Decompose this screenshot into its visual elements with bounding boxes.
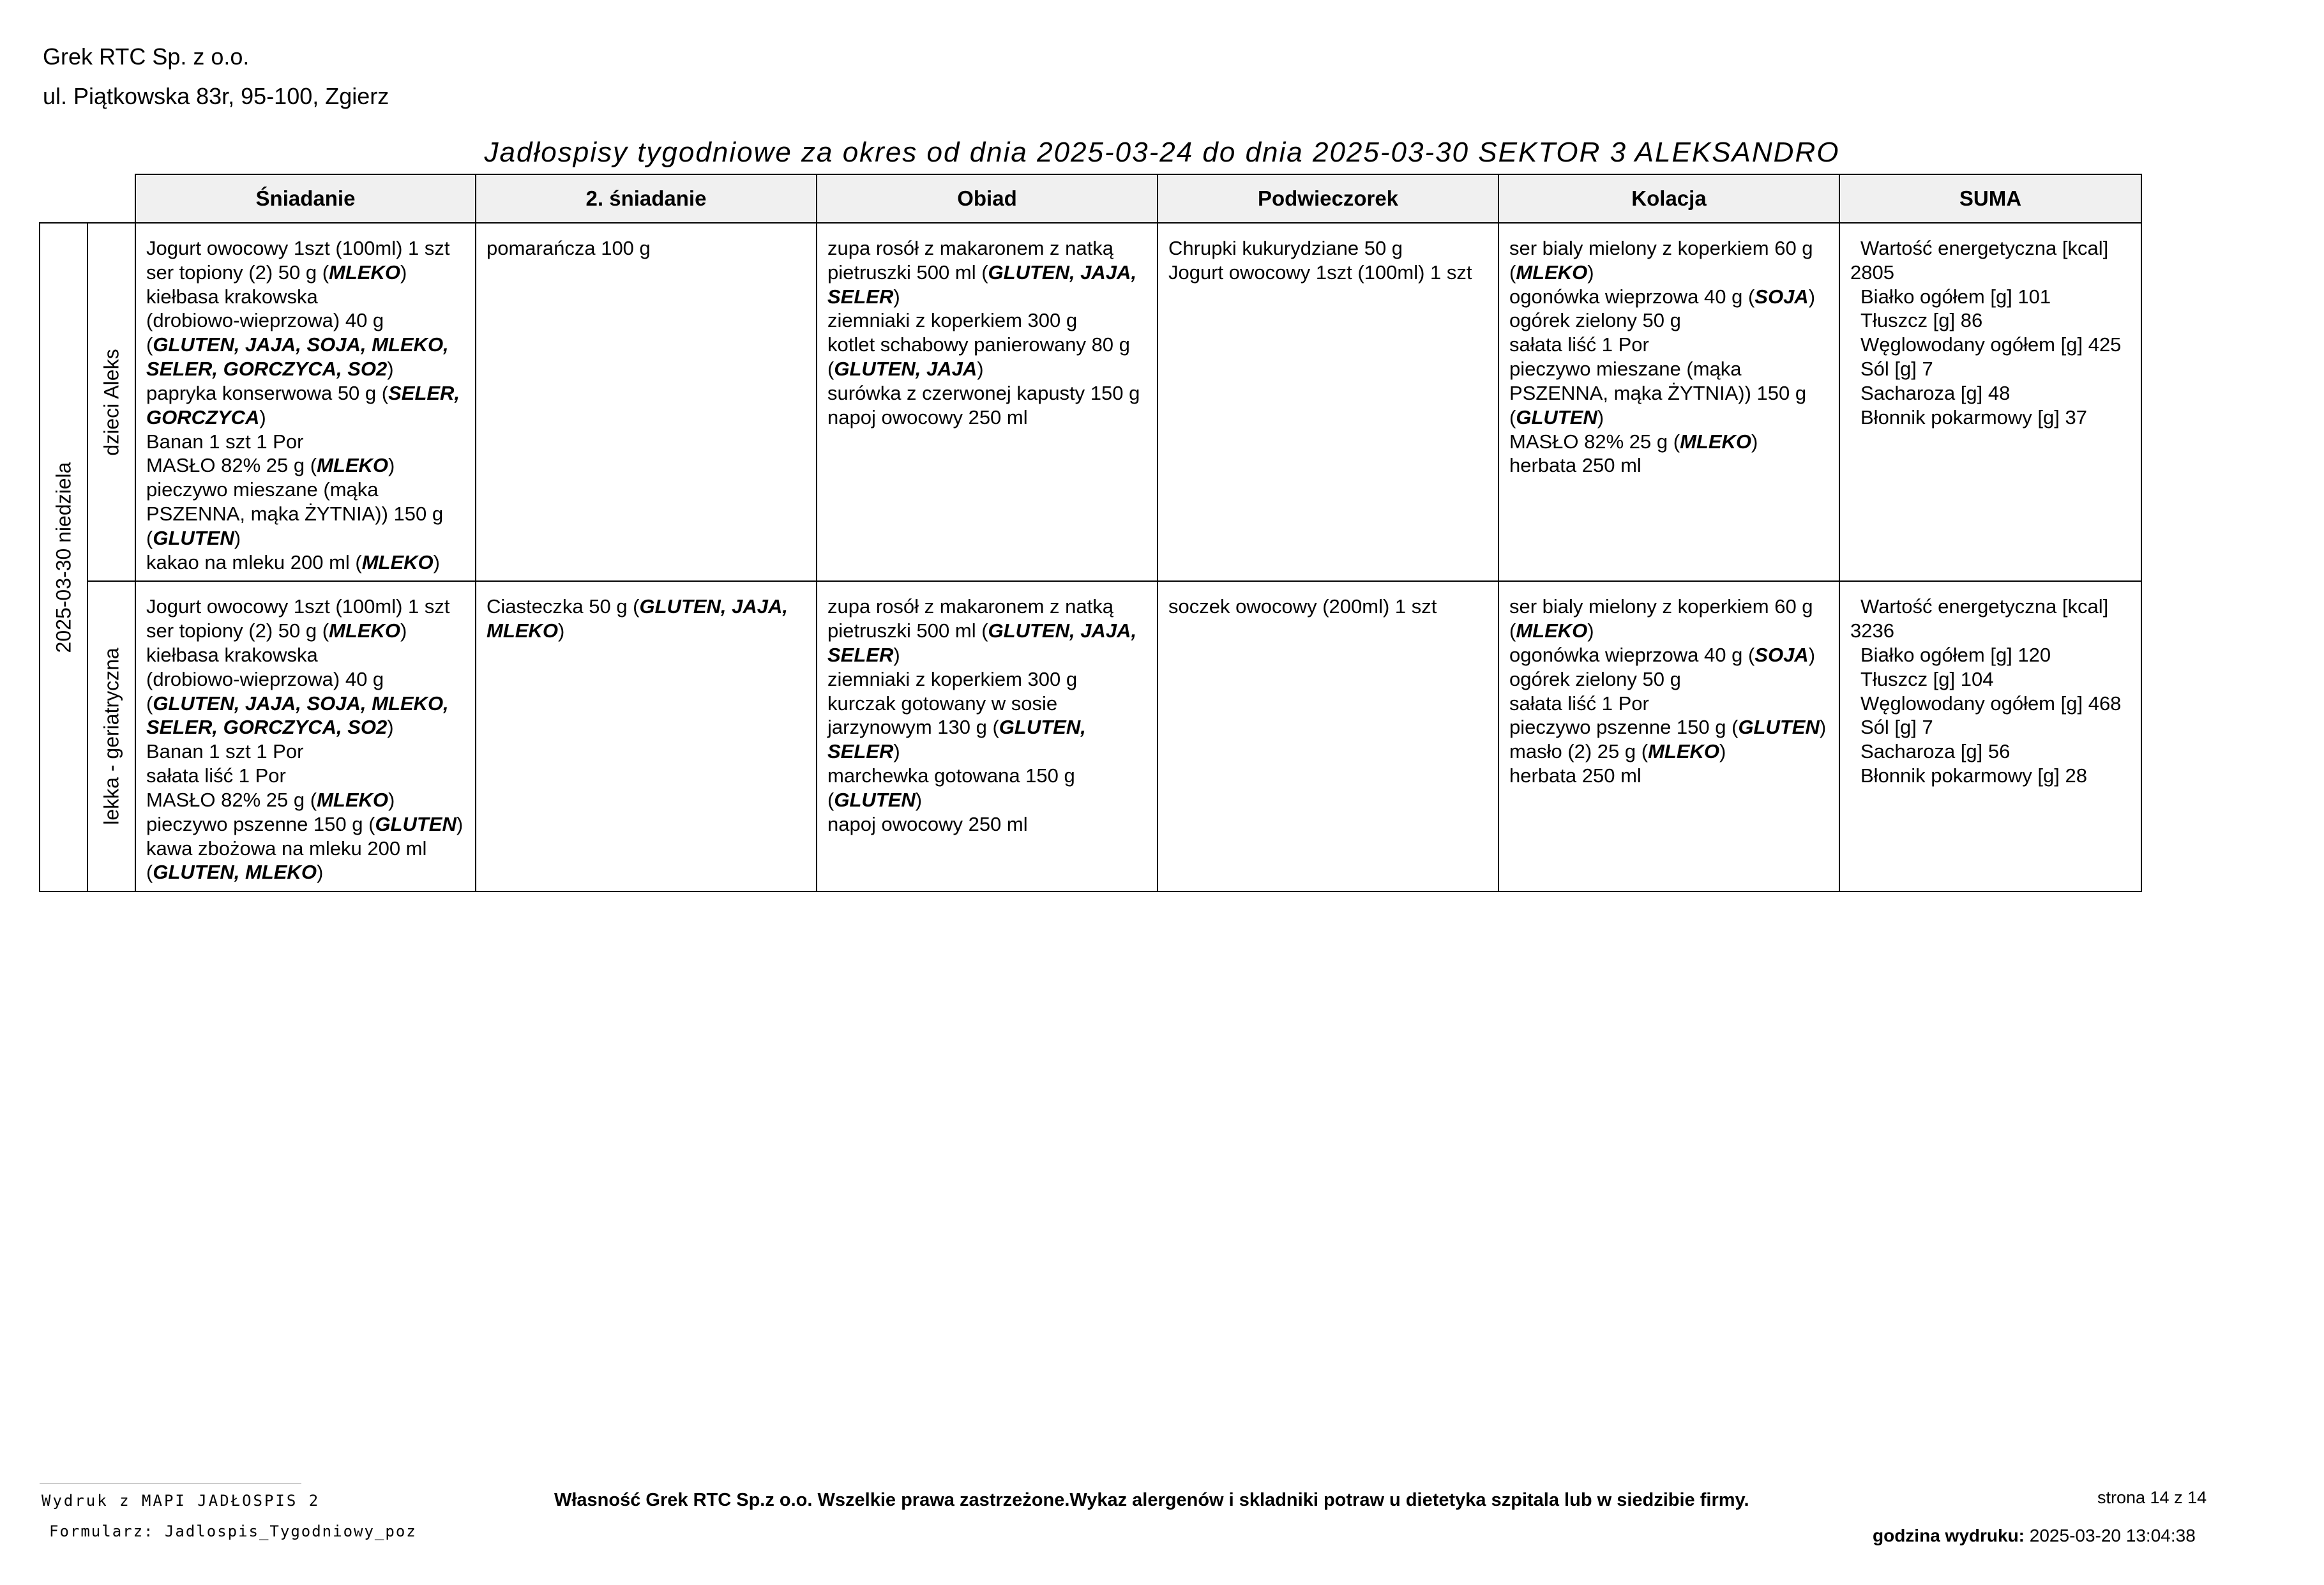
nutrition-line: Błonnik pokarmowy [g] 37 xyxy=(1860,406,2087,428)
item-text: ) xyxy=(234,526,241,549)
item-text: ( xyxy=(1509,619,1516,642)
allergen-text: GLUTEN xyxy=(1516,406,1597,428)
item-text: pieczywo mieszane (mąka xyxy=(146,478,379,501)
item-text: sałata liść 1 Por xyxy=(1509,692,1649,715)
item-text: ziemniaki z koperkiem 300 g xyxy=(827,309,1078,332)
meal-cell-podwieczorek xyxy=(1158,581,1498,891)
menu-item-line xyxy=(827,406,1148,430)
menu-item-line xyxy=(827,643,1148,667)
item-text: napoj owocowy 250 ml xyxy=(827,812,1028,835)
menu-item-line xyxy=(487,619,807,643)
item-text: ) xyxy=(1719,740,1726,763)
menu-item-line xyxy=(1168,595,1489,619)
item-text: sałata liść 1 Por xyxy=(1509,333,1649,356)
allergen-text: SOJA xyxy=(1754,644,1809,666)
menu-item-line xyxy=(827,739,1148,764)
item-text: ( xyxy=(146,692,153,715)
item-text: Jogurt owocowy 1szt (100ml) 1 szt xyxy=(146,237,450,259)
menu-item-line xyxy=(1168,236,1489,261)
company-name: Grek RTC Sp. z o.o. xyxy=(43,43,250,70)
menu-item-line xyxy=(1509,261,1830,285)
allergen-text: SELER, GORCZYCA, SO2 xyxy=(146,358,388,381)
allergen-text: MLEKO xyxy=(1680,430,1752,453)
item-text: Jogurt owocowy 1szt (100ml) 1 szt xyxy=(146,595,450,618)
menu-item-line xyxy=(827,667,1148,692)
menu-item-line xyxy=(1509,619,1830,643)
item-text: ) xyxy=(388,454,395,477)
item-text: ) xyxy=(387,716,394,739)
item-text: ) xyxy=(259,406,266,428)
nutrition-line: 3236 xyxy=(1850,619,1894,642)
col-header-podwieczorek: Podwieczorek xyxy=(1158,174,1498,223)
nutrition-line: Białko ogółem [g] 101 xyxy=(1860,285,2051,308)
item-text: Ciasteczka 50 g ( xyxy=(487,595,640,618)
item-text: sałata liść 1 Por xyxy=(146,764,286,787)
item-text: ziemniaki z koperkiem 300 g xyxy=(827,667,1078,690)
item-text: ) xyxy=(1808,644,1816,666)
meal-cell-drugie-sniadanie xyxy=(476,581,817,891)
menu-item-line xyxy=(1509,406,1830,430)
item-text: ( xyxy=(1509,406,1516,428)
table-row xyxy=(40,223,2141,581)
menu-item-line xyxy=(146,261,466,285)
menu-item-line xyxy=(146,308,466,333)
item-text: pietruszki 500 ml ( xyxy=(827,619,988,642)
item-text: ) xyxy=(1597,406,1604,428)
item-text: ) xyxy=(1587,619,1594,642)
nutrition-line: Sacharoza [g] 48 xyxy=(1860,381,2011,404)
nutrition-line: Błonnik pokarmowy [g] 28 xyxy=(1860,764,2087,787)
menu-item-line xyxy=(146,619,466,643)
item-text: ) xyxy=(1819,716,1827,739)
nutrition-line: 2805 xyxy=(1850,261,1894,284)
menu-item-line xyxy=(827,357,1148,381)
allergen-text: MLEKO xyxy=(317,788,389,811)
item-text: ) xyxy=(893,285,900,308)
menu-item-line xyxy=(146,357,466,381)
allergen-text: MLEKO xyxy=(487,619,558,642)
item-text: kiełbasa krakowska xyxy=(146,285,318,308)
allergen-text: GLUTEN xyxy=(834,788,916,811)
nutrition-line: Sól [g] 7 xyxy=(1860,716,1933,739)
item-text: ) xyxy=(316,861,324,884)
allergen-text: GLUTEN, JAJA, xyxy=(988,261,1137,284)
nutrition-line: Węglowodany ogółem [g] 425 xyxy=(1860,333,2122,356)
item-text: ogonówka wieprzowa 40 g ( xyxy=(1509,644,1755,666)
menu-item-line xyxy=(146,595,466,619)
print-timestamp xyxy=(1873,1526,2196,1546)
item-text: ) xyxy=(557,619,565,642)
diet-cell xyxy=(87,223,135,581)
menu-item-line xyxy=(827,333,1148,357)
item-text: ) xyxy=(387,358,394,381)
item-text: ( xyxy=(146,526,153,549)
menu-item-line xyxy=(146,667,466,692)
menu-item-line xyxy=(146,285,466,309)
menu-item-line xyxy=(827,788,1148,812)
item-text: MASŁO 82% 25 g ( xyxy=(146,788,317,811)
col-header-kolacja: Kolacja xyxy=(1498,174,1839,223)
item-text: kawa zbożowa na mleku 200 ml xyxy=(146,837,427,860)
day-label: 2025-03-30 niedziela xyxy=(51,462,75,653)
menu-item-line xyxy=(1509,764,1830,788)
menu-item-line xyxy=(1509,453,1830,478)
item-text: ) xyxy=(456,812,464,835)
menu-item-line xyxy=(827,595,1148,619)
item-text: ser bialy mielony z koperkiem 60 g xyxy=(1509,595,1813,618)
menu-item-line xyxy=(827,619,1148,643)
item-text: ) xyxy=(433,550,440,573)
allergen-text: MLEKO xyxy=(1648,740,1720,763)
nutrition-line: Tłuszcz [g] 104 xyxy=(1860,667,1994,690)
meal-cell-sniadanie xyxy=(135,223,476,581)
menu-item-line xyxy=(146,860,466,884)
menu-item-line xyxy=(146,715,466,739)
item-text: ) xyxy=(388,788,395,811)
meal-cell-suma xyxy=(1839,223,2141,581)
menu-item-line xyxy=(487,236,807,261)
allergen-text: MLEKO xyxy=(1516,261,1588,284)
nutrition-line: Sacharoza [g] 56 xyxy=(1860,740,2011,763)
menu-item-line xyxy=(1509,285,1830,309)
menu-item-line xyxy=(146,692,466,716)
menu-item-line xyxy=(827,812,1148,837)
menu-item-line xyxy=(827,715,1148,739)
allergen-text: GLUTEN, xyxy=(999,716,1086,739)
item-text: pieczywo pszenne 150 g ( xyxy=(146,812,375,835)
item-text: ) xyxy=(400,619,407,642)
menu-item-line xyxy=(1509,692,1830,716)
diet-cell xyxy=(87,581,135,891)
menu-item-line xyxy=(487,595,807,619)
item-text: ogórek zielony 50 g xyxy=(1509,309,1681,332)
footer-divider xyxy=(40,1483,301,1484)
item-text: MASŁO 82% 25 g ( xyxy=(1509,430,1680,453)
menu-item-line xyxy=(146,236,466,261)
item-text: jarzynowym 130 g ( xyxy=(827,716,999,739)
item-text: kiełbasa krakowska xyxy=(146,644,318,666)
menu-item-line xyxy=(1509,381,1830,406)
item-text: ) xyxy=(1751,430,1758,453)
item-text: marchewka gotowana 150 g xyxy=(827,764,1075,787)
nutrition-line: Wartość energetyczna [kcal] xyxy=(1860,595,2109,618)
allergen-text: GLUTEN, MLEKO xyxy=(153,861,317,884)
allergen-text: GLUTEN, JAJA, SOJA, MLEKO, xyxy=(153,692,449,715)
allergen-text: MLEKO xyxy=(329,261,400,284)
item-text: pietruszki 500 ml ( xyxy=(827,261,988,284)
nutrition-line: Sól [g] 7 xyxy=(1860,358,1933,381)
menu-item-line xyxy=(146,550,466,575)
meal-cell-suma xyxy=(1839,581,2141,891)
report-title: Jadłospisy tygodniowe za okres od dnia 2025-03-24 do dnia 2025-03-30 SEKTOR 3 ALEKSANDRO xyxy=(484,137,1840,168)
day-cell xyxy=(40,223,87,891)
item-text: pomarańcza 100 g xyxy=(487,237,651,259)
menu-item-line xyxy=(1509,236,1830,261)
menu-item-line xyxy=(1509,667,1830,692)
menu-item-line xyxy=(1509,595,1830,619)
menu-item-line xyxy=(1509,643,1830,667)
col-header-sniadanie: Śniadanie xyxy=(135,174,476,223)
item-text: ) xyxy=(893,644,900,666)
item-text: (drobiowo-wieprzowa) 40 g xyxy=(146,667,384,690)
menu-item-line xyxy=(1509,333,1830,357)
item-text: ) xyxy=(977,358,984,381)
footer-copyright: Własność Grek RTC Sp.z o.o. Wszelkie prawa zastrzeżone.Wykaz alergenów i skladniki potraw u dietetyka szpitala lub w siedzibie firmy. xyxy=(554,1490,1749,1510)
item-text: ) xyxy=(1587,261,1594,284)
header-row xyxy=(40,174,2141,223)
item-text: zupa rosół z makaronem z natką xyxy=(827,237,1113,259)
allergen-text: GLUTEN, JAJA, xyxy=(639,595,788,618)
print-time-value: 2025-03-20 13:04:38 xyxy=(2029,1526,2196,1545)
item-text: napoj owocowy 250 ml xyxy=(827,406,1028,428)
diet-label: lekka - geriatryczna xyxy=(99,648,123,825)
item-text: ) xyxy=(400,261,407,284)
diet-label: dzieci Aleks xyxy=(99,349,123,456)
item-text: ( xyxy=(827,788,834,811)
menu-item-line xyxy=(827,285,1148,309)
nutrition-line: Tłuszcz [g] 86 xyxy=(1860,309,1983,332)
menu-item-line xyxy=(146,333,466,357)
meal-cell-drugie-sniadanie xyxy=(476,223,817,581)
item-text: ser bialy mielony z koperkiem 60 g xyxy=(1509,237,1813,259)
item-text: herbata 250 ml xyxy=(1509,764,1641,787)
allergen-text: SELER, GORCZYCA, SO2 xyxy=(146,716,388,739)
print-time-label: godzina wydruku: xyxy=(1873,1526,2025,1545)
col-header-suma: SUMA xyxy=(1839,174,2141,223)
item-text: Jogurt owocowy 1szt (100ml) 1 szt xyxy=(1168,261,1472,284)
company-address: ul. Piątkowska 83r, 95-100, Zgierz xyxy=(43,83,389,109)
allergen-text: GLUTEN, JAJA, SOJA, MLEKO, xyxy=(153,333,449,356)
menu-item-line xyxy=(827,692,1148,716)
meal-cell-obiad xyxy=(817,223,1158,581)
allergen-text: GLUTEN, JAJA xyxy=(834,358,977,381)
item-text: masło (2) 25 g ( xyxy=(1509,740,1649,763)
menu-item-line xyxy=(827,308,1148,333)
item-text: MASŁO 82% 25 g ( xyxy=(146,454,317,477)
allergen-text: MLEKO xyxy=(1516,619,1588,642)
allergen-text: GLUTEN, JAJA, xyxy=(988,619,1137,642)
allergen-text: SELER, xyxy=(388,381,460,404)
item-text: Chrupki kukurydziane 50 g xyxy=(1168,237,1403,259)
item-text: surówka z czerwonej kapusty 150 g xyxy=(827,381,1140,404)
item-text: ( xyxy=(146,861,153,884)
item-text: soczek owocowy (200ml) 1 szt xyxy=(1168,595,1437,618)
menu-item-line xyxy=(146,406,466,430)
item-text: kurczak gotowany w sosie xyxy=(827,692,1058,715)
item-text: (drobiowo-wieprzowa) 40 g xyxy=(146,309,384,332)
menu-item-line xyxy=(146,812,466,837)
menu-item-line xyxy=(146,478,466,502)
footer-form-name: Formularz: Jadlospis_Tygodniowy_poz xyxy=(49,1522,417,1540)
nutrition-line: Wartość energetyczna [kcal] xyxy=(1860,237,2109,259)
menu-item-line xyxy=(1509,430,1830,454)
allergen-text: MLEKO xyxy=(361,550,434,573)
item-text: PSZENNA, mąka ŻYTNIA)) 150 g xyxy=(1509,381,1807,404)
menu-item-line xyxy=(1168,261,1489,285)
meal-cell-kolacja xyxy=(1498,581,1839,891)
allergen-text: SELER xyxy=(827,740,894,763)
item-text: ogórek zielony 50 g xyxy=(1509,667,1681,690)
item-text: kakao na mleku 200 ml ( xyxy=(146,550,362,573)
item-text: ) xyxy=(915,788,923,811)
meal-cell-sniadanie xyxy=(135,581,476,891)
menu-item-line xyxy=(1509,357,1830,381)
menu-item-line xyxy=(146,526,466,550)
menu-item-line xyxy=(146,453,466,478)
nutrition-line: Węglowodany ogółem [g] 468 xyxy=(1860,692,2122,715)
table-row xyxy=(40,581,2141,891)
allergen-text: GLUTEN xyxy=(1738,716,1820,739)
item-text: herbata 250 ml xyxy=(1509,454,1641,477)
allergen-text: SELER xyxy=(827,644,894,666)
menu-item-line xyxy=(1509,715,1830,739)
allergen-text: MLEKO xyxy=(329,619,400,642)
menu-item-line xyxy=(146,739,466,764)
menu-table xyxy=(39,174,2142,892)
menu-item-line xyxy=(146,502,466,526)
menu-item-line xyxy=(146,430,466,454)
footer-print-source: Wydruk z MAPI JADŁOSPIS 2 xyxy=(42,1492,321,1510)
menu-item-line xyxy=(1509,739,1830,764)
item-text: ser topiony (2) 50 g ( xyxy=(146,261,329,284)
meal-cell-kolacja xyxy=(1498,223,1839,581)
item-text: ( xyxy=(1509,261,1516,284)
item-text: ) xyxy=(893,740,900,763)
allergen-text: SOJA xyxy=(1754,285,1809,308)
allergen-text: GLUTEN xyxy=(375,812,456,835)
menu-item-line xyxy=(1509,308,1830,333)
menu-item-line xyxy=(827,261,1148,285)
item-text: kotlet schabowy panierowany 80 g xyxy=(827,333,1130,356)
item-text: zupa rosół z makaronem z natką xyxy=(827,595,1113,618)
menu-item-line xyxy=(146,764,466,788)
col-header-obiad: Obiad xyxy=(817,174,1158,223)
item-text: Banan 1 szt 1 Por xyxy=(146,740,304,763)
menu-item-line xyxy=(827,381,1148,406)
header-corner-2 xyxy=(87,174,135,223)
menu-item-line xyxy=(146,788,466,812)
menu-item-line xyxy=(146,643,466,667)
item-text: ogonówka wieprzowa 40 g ( xyxy=(1509,285,1755,308)
menu-item-line xyxy=(146,837,466,861)
item-text: papryka konserwowa 50 g ( xyxy=(146,381,389,404)
allergen-text: GORCZYCA xyxy=(146,406,260,428)
item-text: ) xyxy=(1808,285,1816,308)
col-header-drugie-sniadanie: 2. śniadanie xyxy=(476,174,817,223)
allergen-text: GLUTEN xyxy=(153,526,234,549)
item-text: ser topiony (2) 50 g ( xyxy=(146,619,329,642)
page-number: strona 14 z 14 xyxy=(2097,1488,2207,1507)
menu-item-line xyxy=(827,764,1148,788)
allergen-text: MLEKO xyxy=(317,454,389,477)
item-text: pieczywo pszenne 150 g ( xyxy=(1509,716,1739,739)
item-text: ( xyxy=(827,358,834,381)
meal-cell-obiad xyxy=(817,581,1158,891)
header-corner xyxy=(40,174,87,223)
item-text: Banan 1 szt 1 Por xyxy=(146,430,304,453)
nutrition-line: Białko ogółem [g] 120 xyxy=(1860,644,2051,666)
menu-item-line xyxy=(146,381,466,406)
item-text: pieczywo mieszane (mąka xyxy=(1509,358,1742,381)
allergen-text: SELER xyxy=(827,285,894,308)
meal-cell-podwieczorek xyxy=(1158,223,1498,581)
item-text: PSZENNA, mąka ŻYTNIA)) 150 g xyxy=(146,502,444,525)
item-text: ( xyxy=(146,333,153,356)
menu-item-line xyxy=(827,236,1148,261)
